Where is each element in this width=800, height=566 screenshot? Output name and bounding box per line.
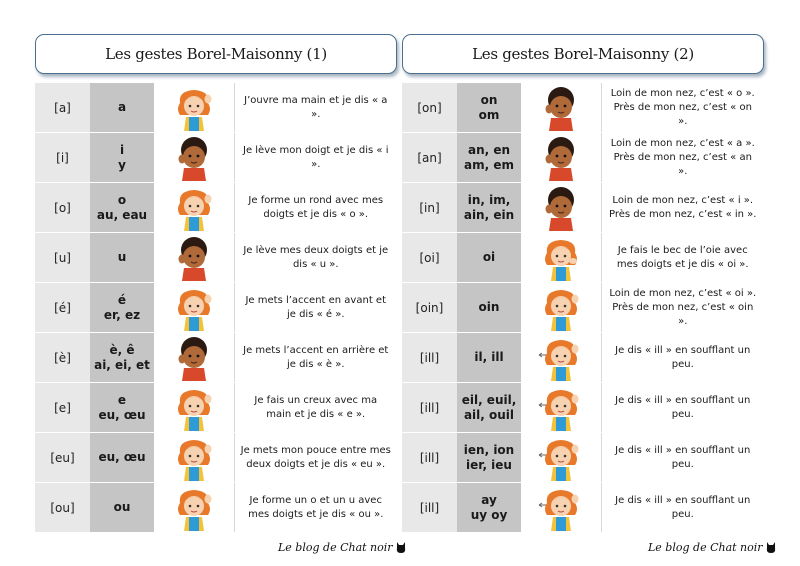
grapheme-cell [457, 483, 521, 533]
grapheme-line: ou [113, 500, 131, 514]
girl-gesture-icon [170, 385, 218, 431]
boy-gesture-icon [170, 135, 218, 181]
black-cat-logo-icon [395, 540, 407, 554]
table-row [402, 283, 764, 333]
boy-gesture-icon [170, 235, 218, 281]
table-row [35, 433, 397, 483]
gesture-picture-cell [521, 283, 601, 333]
grapheme-line: ai, ei, et [94, 357, 150, 372]
phoneme-cell: [an] [402, 133, 457, 183]
grapheme-cell [90, 333, 154, 383]
blog-signature [648, 540, 777, 554]
grapheme-line: eil, euil, [461, 392, 517, 407]
grapheme-line: ain, ein [463, 207, 515, 222]
gesture-description: Je fais un creux avec ma main et je dis « e ». [234, 383, 397, 433]
grapheme-cell [457, 133, 521, 183]
gesture-description: Je dis « ill » en soufflant un peu. [601, 383, 764, 433]
grapheme-line: e [117, 392, 127, 407]
table-row [402, 83, 764, 133]
table-row [402, 333, 764, 383]
gesture-picture-cell [154, 233, 234, 283]
girl-gesture-icon [170, 85, 218, 131]
grapheme-line: uy oy [470, 507, 508, 522]
phoneme-cell: [é] [35, 283, 90, 333]
grapheme-line: ier, ieu [466, 457, 512, 472]
girl-gesture-icon [537, 385, 585, 431]
girl-gesture-icon [537, 335, 585, 381]
gesture-table [35, 82, 397, 533]
gesture-picture-cell [521, 433, 601, 483]
phoneme-cell: [è] [35, 333, 90, 383]
girl-gesture-icon [537, 285, 585, 331]
boy-gesture-icon [170, 335, 218, 381]
grapheme-line: è, ê [109, 342, 135, 357]
gesture-picture-cell [521, 183, 601, 233]
grapheme-line: au, eau [96, 207, 148, 222]
panel-title: Les gestes Borel-Maisonny (2) [402, 34, 764, 74]
girl-gesture-icon [537, 485, 585, 531]
gesture-description: Je lève mes deux doigts et je dis « u ». [234, 233, 397, 283]
gesture-picture-cell [154, 133, 234, 183]
girl-gesture-icon [537, 235, 585, 281]
phoneme-cell: [ill] [402, 483, 457, 533]
table-row [402, 233, 764, 283]
gesture-picture-cell [154, 333, 234, 383]
grapheme-line: ail, ouil [463, 407, 515, 422]
gesture-description: Je lève mon doigt et je dis « i ». [234, 133, 397, 183]
table-row [35, 383, 397, 433]
phoneme-cell: [ill] [402, 433, 457, 483]
table-row [35, 233, 397, 283]
grapheme-cell [90, 183, 154, 233]
table-row [402, 133, 764, 183]
grapheme-line: ay [481, 492, 497, 507]
table-row [35, 333, 397, 383]
blog-signature [278, 540, 407, 554]
panel-title: Les gestes Borel-Maisonny (1) [35, 34, 397, 74]
gesture-picture-cell [154, 283, 234, 333]
phoneme-cell: [o] [35, 183, 90, 233]
grapheme-cell [90, 83, 154, 133]
gesture-description: Je dis « ill » en soufflant un peu. [601, 333, 764, 383]
phoneme-cell: [oin] [402, 283, 457, 333]
grapheme-cell [90, 283, 154, 333]
grapheme-cell [90, 383, 154, 433]
gesture-description: Je forme un rond avec mes doigts et je dis « o ». [234, 183, 397, 233]
grapheme-line: eu, œu [98, 407, 146, 422]
gesture-description: Loin de mon nez, c’est « oi ». Près de mon nez, c’est « oin ». [601, 283, 764, 333]
grapheme-line: eu, œu [98, 450, 146, 464]
grapheme-cell [90, 233, 154, 283]
girl-gesture-icon [170, 435, 218, 481]
gesture-picture-cell [154, 483, 234, 533]
phoneme-cell: [ou] [35, 483, 90, 533]
gesture-description: Je mets mon pouce entre mes deux doigts et je dis « eu ». [234, 433, 397, 483]
phoneme-cell: [ill] [402, 333, 457, 383]
phoneme-cell: [in] [402, 183, 457, 233]
table-row [35, 183, 397, 233]
grapheme-cell [457, 183, 521, 233]
grapheme-cell [90, 483, 154, 533]
signature-text: Le blog de Chat noir [648, 540, 763, 554]
gesture-description: Je fais le bec de l’oie avec mes doigts et je dis « oi ». [601, 233, 764, 283]
phoneme-cell: [u] [35, 233, 90, 283]
gesture-picture-cell [521, 483, 601, 533]
boy-gesture-icon [537, 85, 585, 131]
gesture-picture-cell [154, 183, 234, 233]
gesture-picture-cell [154, 383, 234, 433]
grapheme-line: on [480, 92, 498, 107]
gesture-picture-cell [521, 133, 601, 183]
gesture-description: Loin de mon nez, c’est « a ». Près de mon nez, c’est « an ». [601, 133, 764, 183]
grapheme-line: o [117, 192, 127, 207]
phoneme-cell: [e] [35, 383, 90, 433]
left-panel [35, 34, 397, 533]
gesture-description: Je forme un o et un u avec mes doigts et je dis « ou ». [234, 483, 397, 533]
grapheme-line: a [117, 100, 127, 114]
gesture-picture-cell [521, 333, 601, 383]
grapheme-line: é [117, 292, 127, 307]
grapheme-cell [457, 383, 521, 433]
grapheme-line: om [478, 107, 500, 122]
table-row [35, 133, 397, 183]
gesture-description: Je dis « ill » en soufflant un peu. [601, 483, 764, 533]
grapheme-cell [457, 83, 521, 133]
grapheme-line: er, ez [103, 307, 141, 322]
grapheme-line: il, ill [474, 350, 504, 364]
gesture-picture-cell [521, 233, 601, 283]
gesture-picture-cell [154, 83, 234, 133]
table-row [402, 433, 764, 483]
gesture-description: Loin de mon nez, c’est « o ». Près de mon nez, c’est « on ». [601, 83, 764, 133]
phoneme-cell: [eu] [35, 433, 90, 483]
girl-gesture-icon [170, 285, 218, 331]
girl-gesture-icon [537, 435, 585, 481]
gesture-table [402, 82, 764, 533]
phoneme-cell: [on] [402, 83, 457, 133]
girl-gesture-icon [170, 185, 218, 231]
gesture-picture-cell [154, 433, 234, 483]
table-row [35, 283, 397, 333]
gesture-description: Je mets l’accent en avant et je dis « é ». [234, 283, 397, 333]
grapheme-line: am, em [464, 157, 514, 172]
phoneme-cell: [i] [35, 133, 90, 183]
signature-text: Le blog de Chat noir [278, 540, 393, 554]
grapheme-line: an, en [467, 142, 511, 157]
grapheme-cell [457, 283, 521, 333]
girl-gesture-icon [170, 485, 218, 531]
phoneme-cell: [ill] [402, 383, 457, 433]
table-row [402, 383, 764, 433]
table-row [402, 483, 764, 533]
grapheme-line: u [117, 250, 127, 264]
grapheme-cell [90, 133, 154, 183]
table-row [35, 83, 397, 133]
grapheme-line: i [119, 142, 125, 157]
gesture-description: J’ouvre ma main et je dis « a ». [234, 83, 397, 133]
gesture-description: Loin de mon nez, c’est « i ». Près de mon nez, c’est « in ». [601, 183, 764, 233]
boy-gesture-icon [537, 135, 585, 181]
table-row [35, 483, 397, 533]
grapheme-line: oin [478, 300, 500, 314]
grapheme-line: in, im, [467, 192, 511, 207]
gesture-description: Je mets l’accent en arrière et je dis « è ». [234, 333, 397, 383]
grapheme-cell [90, 433, 154, 483]
gesture-picture-cell [521, 383, 601, 433]
boy-gesture-icon [537, 185, 585, 231]
gesture-description: Je dis « ill » en soufflant un peu. [601, 433, 764, 483]
gesture-picture-cell [521, 83, 601, 133]
black-cat-logo-icon [765, 540, 777, 554]
grapheme-cell [457, 233, 521, 283]
grapheme-line: y [118, 157, 126, 172]
phoneme-cell: [oi] [402, 233, 457, 283]
grapheme-line: ien, ion [463, 442, 515, 457]
right-panel [402, 34, 764, 533]
grapheme-line: oi [482, 250, 496, 264]
phoneme-cell: [a] [35, 83, 90, 133]
table-row [402, 183, 764, 233]
grapheme-cell [457, 433, 521, 483]
grapheme-cell [457, 333, 521, 383]
